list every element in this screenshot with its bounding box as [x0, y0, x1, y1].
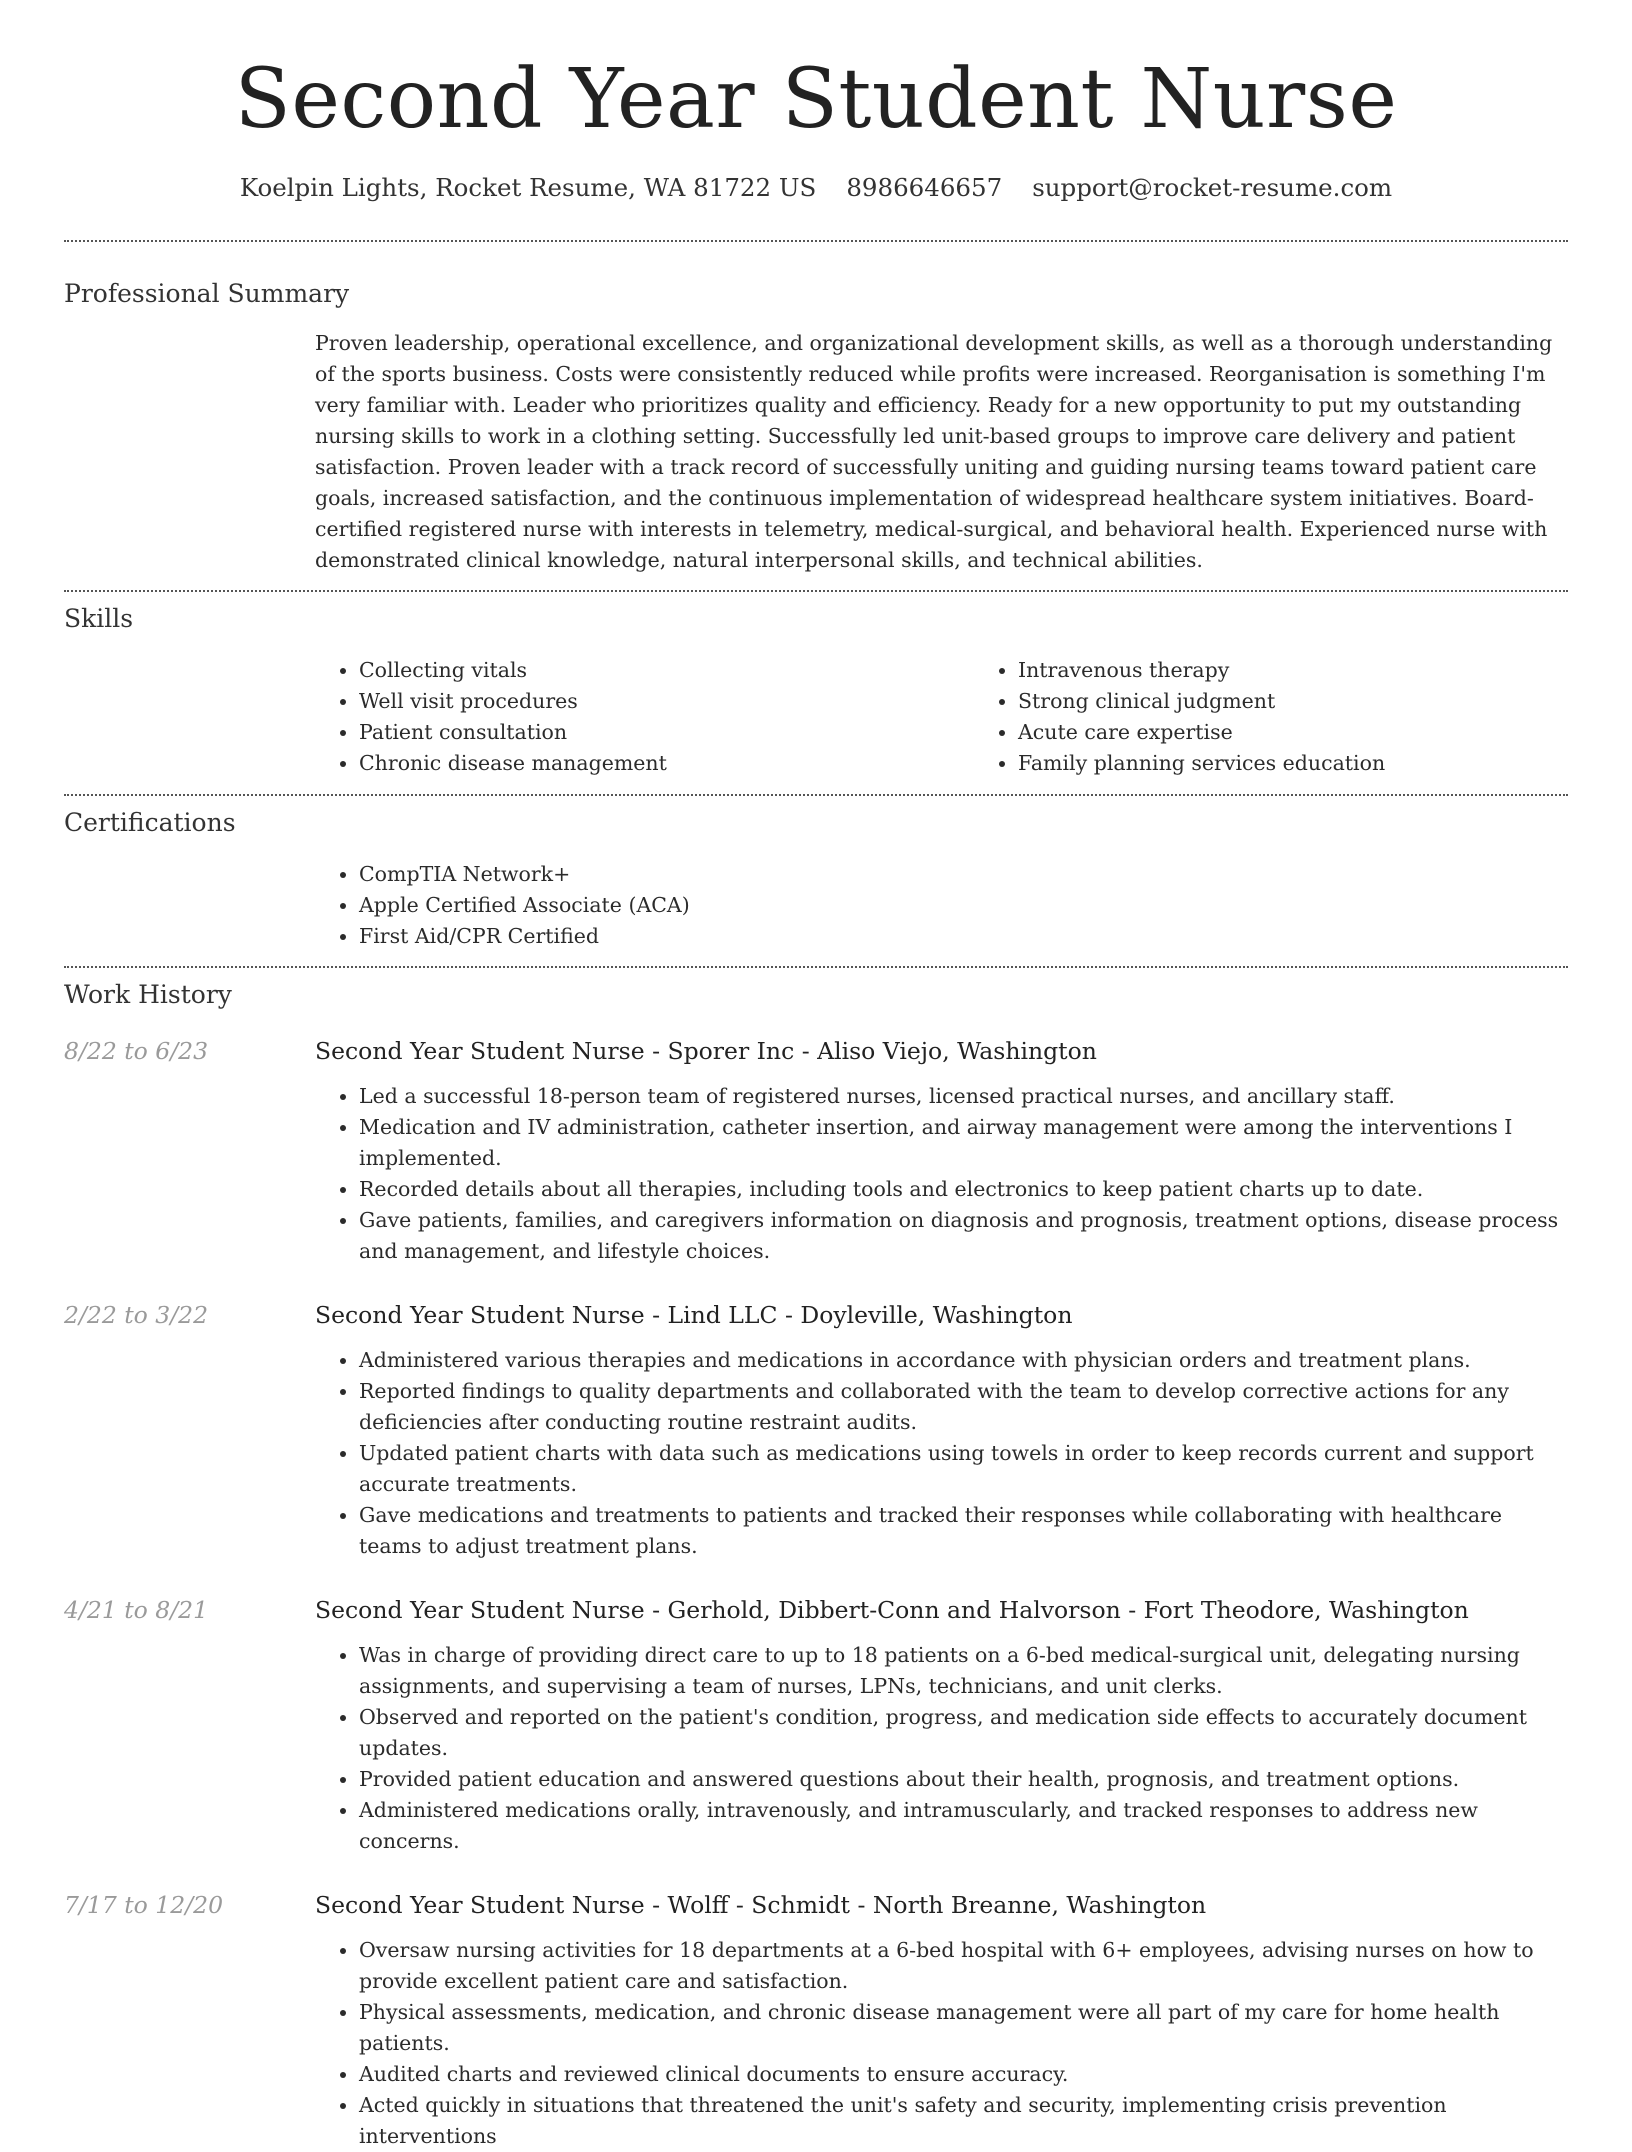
certifications-section [64, 805, 1568, 952]
list-item: • Collecting vitals [359, 655, 974, 686]
list-item: • Administered medications orally, intravenously, and intramuscularly, and tracked responses to address new concerns. [359, 1795, 1568, 1857]
job-header [64, 1297, 1568, 1333]
contact-email: support@rocket-resume.com [1032, 173, 1393, 202]
job-entry [64, 1887, 1568, 2152]
list-item: • Oversaw nursing activities for 18 departments at a 6-bed hospital with 6+ employees, advising nurses on how to provide excellent patient care and satisfaction. [359, 1935, 1568, 1997]
job-bullets [315, 1935, 1568, 2152]
job-bullets [315, 1081, 1568, 1267]
resume-page [64, 0, 1568, 2152]
job-date: 8/22 to 6/23 [64, 1037, 209, 1065]
list-item: • Well visit procedures [359, 686, 974, 717]
job-title: Second Year Student Nurse - Lind LLC - Doyleville, Washington [315, 1301, 1073, 1329]
list-item: • Apple Certified Associate (ACA) [359, 890, 1568, 921]
skills-list-right [974, 655, 1632, 779]
job-entry [64, 1592, 1568, 1857]
candidate-name: Second Year Student Nurse [234, 52, 1398, 147]
list-item: • Administered various therapies and medications in accordance with physician orders and treatment plans. [359, 1345, 1568, 1376]
divider [64, 590, 1568, 592]
job-bullets [315, 1640, 1568, 1857]
list-item: • Patient consultation [359, 717, 974, 748]
list-item: • Recorded details about all therapies, including tools and electronics to keep patient charts up to date. [359, 1174, 1568, 1205]
job-title: Second Year Student Nurse - Sporer Inc - Aliso Viejo, Washington [315, 1037, 1097, 1065]
summary-section [64, 276, 1568, 576]
contact-phone: 8986646657 [846, 173, 1003, 202]
section-title-skills: Skills [64, 604, 134, 633]
job-entry [64, 1033, 1568, 1267]
list-item: • Provided patient education and answered questions about their health, prognosis, and treatment options. [359, 1764, 1568, 1795]
divider [64, 240, 1568, 242]
certifications-list [315, 859, 1568, 952]
section-title-summary: Professional Summary [64, 279, 350, 308]
divider [64, 794, 1568, 796]
job-header [64, 1033, 1568, 1069]
list-item: • Intravenous therapy [1018, 655, 1632, 686]
list-item: • Observed and reported on the patient's condition, progress, and medication side effects to accurately document updates. [359, 1702, 1568, 1764]
job-date: 7/17 to 12/20 [64, 1891, 224, 1919]
list-item: • Strong clinical judgment [1018, 686, 1632, 717]
job-date: 2/22 to 3/22 [64, 1301, 209, 1329]
list-item: • Physical assessments, medication, and chronic disease management were all part of my care for home health patients. [359, 1997, 1568, 2059]
list-item: • Family planning services education [1018, 748, 1632, 779]
list-item: • Gave medications and treatments to patients and tracked their responses while collaborating with healthcare teams to adjust treatment plans. [359, 1500, 1568, 1562]
list-item: • Reported findings to quality departments and collaborated with the team to develop corrective actions for any deficiencies after conducting routine restraint audits. [359, 1376, 1568, 1438]
job-header [64, 1592, 1568, 1628]
summary-body [315, 328, 1568, 576]
contact-line [64, 170, 1568, 206]
list-item: • Gave patients, families, and caregivers information on diagnosis and prognosis, treatment options, disease process and management, and lifestyle choices. [359, 1205, 1568, 1267]
list-item: • Medication and IV administration, catheter insertion, and airway management were among the interventions I implemented. [359, 1112, 1568, 1174]
list-item: • Led a successful 18-person team of registered nurses, licensed practical nurses, and ancillary staff. [359, 1081, 1568, 1112]
list-item: • Updated patient charts with data such as medications using towels in order to keep records current and support accurate treatments. [359, 1438, 1568, 1500]
job-bullets [315, 1345, 1568, 1562]
list-item: • Was in charge of providing direct care to up to 18 patients on a 6-bed medical-surgical unit, delegating nursing assignments, and supervising a team of nurses, LPNs, technicians, and unit clerks. [359, 1640, 1568, 1702]
summary-text: Proven leadership, operational excellence, and organizational development skills, as well as a thorough understanding of the sports business. Costs were consistently reduced while profits were increased. Reorganisation is something I'm very familiar with. Leader who prioritizes quality and efficiency. Ready for a new opportunity to put my outstanding nursing skills to work in a clothing setting. Successfully led unit-based groups to improve care delivery and patient satisfaction. Proven leader with a track record of successfully uniting and guiding nursing teams toward patient care goals, increased satisfaction, and the continuous implementation of widespread healthcare system initiatives. Board-certified registered nurse with interests in telemetry, medical-surgical, and behavioral health. Experienced nurse with demonstrated clinical knowledge, natural interpersonal skills, and technical abilities. [315, 331, 1553, 572]
section-title-certifications: Certifications [64, 808, 236, 837]
job-date: 4/21 to 8/21 [64, 1596, 209, 1624]
work-section [64, 977, 1568, 2152]
list-item: • Acute care expertise [1018, 717, 1632, 748]
job-title: Second Year Student Nurse - Wolff - Schmidt - North Breanne, Washington [315, 1891, 1207, 1919]
list-item: • Acted quickly in situations that threatened the unit's safety and security, implementing crisis prevention interventions [359, 2090, 1568, 2152]
certifications-body [315, 859, 1568, 952]
list-item: • CompTIA Network+ [359, 859, 1568, 890]
list-item: • Chronic disease management [359, 748, 974, 779]
contact-address: Koelpin Lights, Rocket Resume, WA 81722 US [239, 173, 817, 202]
list-item: • Audited charts and reviewed clinical documents to ensure accuracy. [359, 2059, 1568, 2090]
job-title: Second Year Student Nurse - Gerhold, Dibbert-Conn and Halvorson - Fort Theodore, Washington [315, 1596, 1469, 1624]
skills-section [64, 601, 1568, 779]
list-item: • First Aid/CPR Certified [359, 921, 1568, 952]
job-entry [64, 1297, 1568, 1562]
skills-body [315, 655, 1568, 779]
section-title-work: Work History [64, 980, 232, 1009]
skills-list-left [315, 655, 974, 779]
job-header [64, 1887, 1568, 1923]
divider [64, 966, 1568, 968]
